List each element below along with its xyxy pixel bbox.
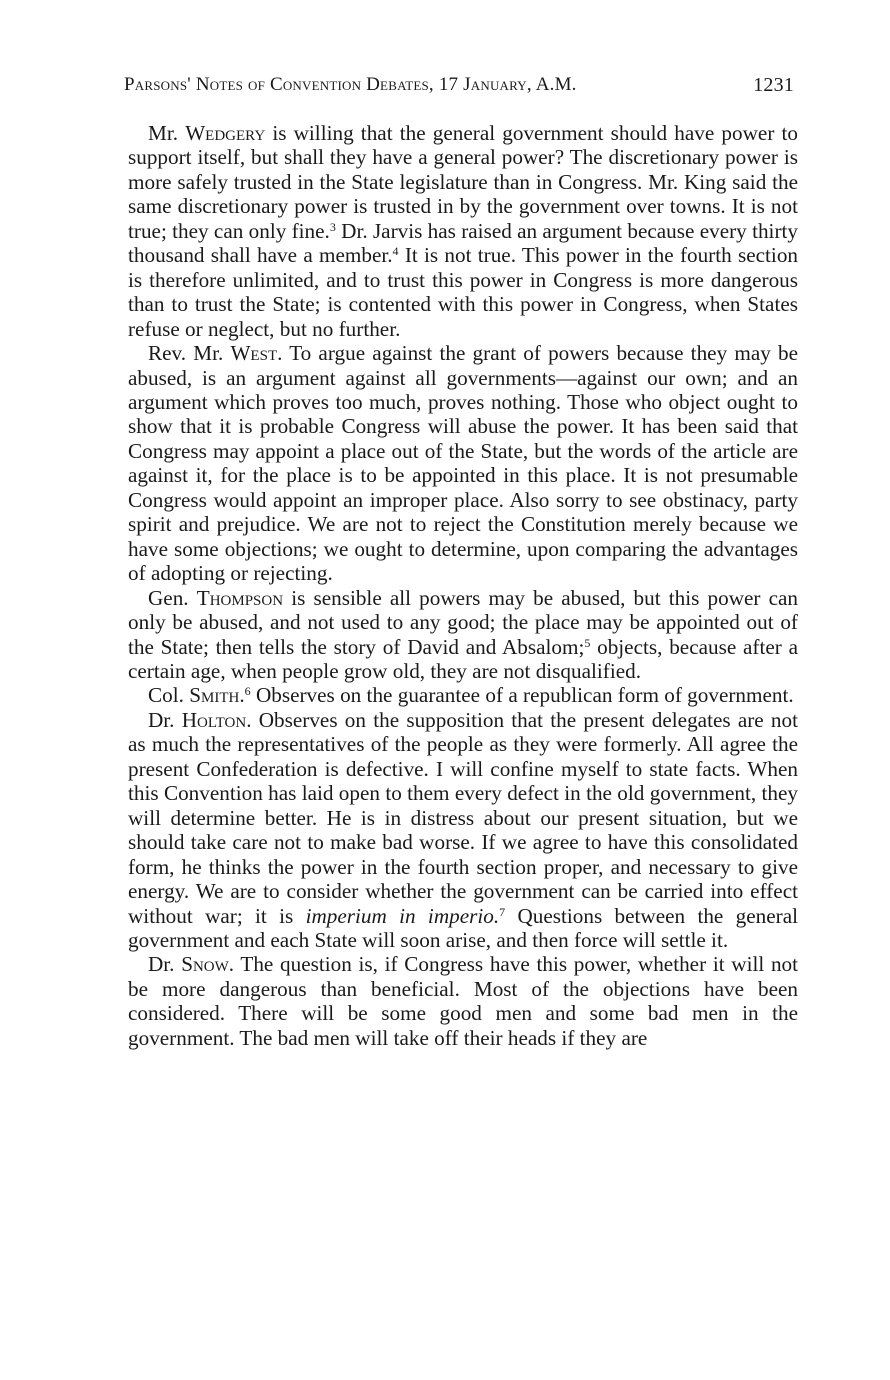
paragraph-text: Questions between the general government and each State will soon arise, and then force will settle it. [128,903,798,952]
speaker-name: Snow [181,952,229,977]
paragraph-smith [128,683,798,707]
paragraph-west [128,341,798,586]
paragraph-text: is sensible all powers may be abused, but this power can only be abused, and not used to any good; the place may be appointed out of the State; then tells the story of David and Absalom; [128,585,798,659]
paragraph-snow [128,952,798,1050]
paragraph-text: objects, because after a certain age, when people grow old, they are not disqualified. [128,634,798,683]
page-number: 1231 [753,74,794,96]
body-text [128,121,798,1050]
speaker-prefix: Col. [148,683,190,708]
speaker-prefix: Dr. [148,952,182,977]
paragraph-text: . The question is, if Congress have this power, whether it will not be more dangerous than beneficial. Most of the objections have been considered. There will be some good men and some bad men in the government. The bad men will take off their heads if they are [128,952,799,1050]
speaker-prefix: Dr. [148,707,182,732]
paragraph-text: is willing that the general government should have power to support itself, but shall they have a general power? The discretionary power is more safely trusted in the State legislature than in Congress. Mr. King said the same discretionary power is trusted in by the government over towns. It is not true; they can only fine. [128,121,799,243]
footnote-marker[interactable]: 7 [499,904,506,919]
speaker-name: Thompson [196,585,284,610]
paragraph-thompson [128,586,798,684]
paragraph-text: . To argue against the grant of powers because they may be abused, is an argument against all governments—against our own; and an argument which proves too much, proves nothing. Those who object ought to show that it is probable Congress will abuse the power. It has been said that Congress may appoint a place out of the State, but the words of the article are against it, for the place is to be appointed in this place. It is not presumable Congress would appoint an improper place. Also sorry to see obstinacy, party spirit and prejudice. We are not to reject the Constitution merely because we have some objections; we ought to determine, upon comparing the advantages of adopting or rejecting. [128,341,798,586]
speaker-prefix: Gen. [148,585,197,610]
footnote-marker[interactable]: 4 [392,244,399,259]
footnote-marker[interactable]: 6 [244,684,251,699]
footnote-marker[interactable]: 3 [329,219,336,234]
paragraph-text: Observes on the guarantee of a republican form of government. [250,683,794,708]
speaker-prefix: Rev. Mr. [148,341,231,366]
speaker-prefix: Mr. [148,121,186,145]
speaker-name: Holton [181,707,247,732]
paragraph-holton [128,708,798,953]
paragraph-text: . Observes on the supposition that the present delegates are not as much the representatives of the people as they were formerly. All agree the present Confederation is defective. I will confine myself to state facts. When this Convention has laid open to them every defect in the old government, they will determine better. He is in distress about our present situation, but we should take care not to make bad worse. If we agree to have this consolidated form, he thinks the power in the fourth section proper, and necessary to give energy. We are to consider whether the government can be carried into effect without war; it is [128,707,798,928]
speaker-name: Wedgery [185,121,266,145]
speaker-name: West [230,341,278,366]
paragraph-wedgery [128,121,798,341]
speaker-name: Smith [189,683,240,708]
footnote-marker[interactable]: 5 [584,635,591,650]
paragraph-text: . [239,683,245,708]
running-title: Parsons' Notes of Convention Debates, 17 January, A.M. [124,74,577,95]
running-head [124,74,794,102]
italic-phrase: imperium in imperio. [305,903,500,928]
paragraph-text: Dr. Jarvis has raised an argument because every thirty thousand shall have a member. [128,218,798,268]
paragraph-text: It is not true. This power in the fourth section is therefore unlimited, and to trust this power in Congress is more dangerous than to trust the State; is contented with this power in Congress, when States refuse or neglect, but no further. [128,243,799,341]
